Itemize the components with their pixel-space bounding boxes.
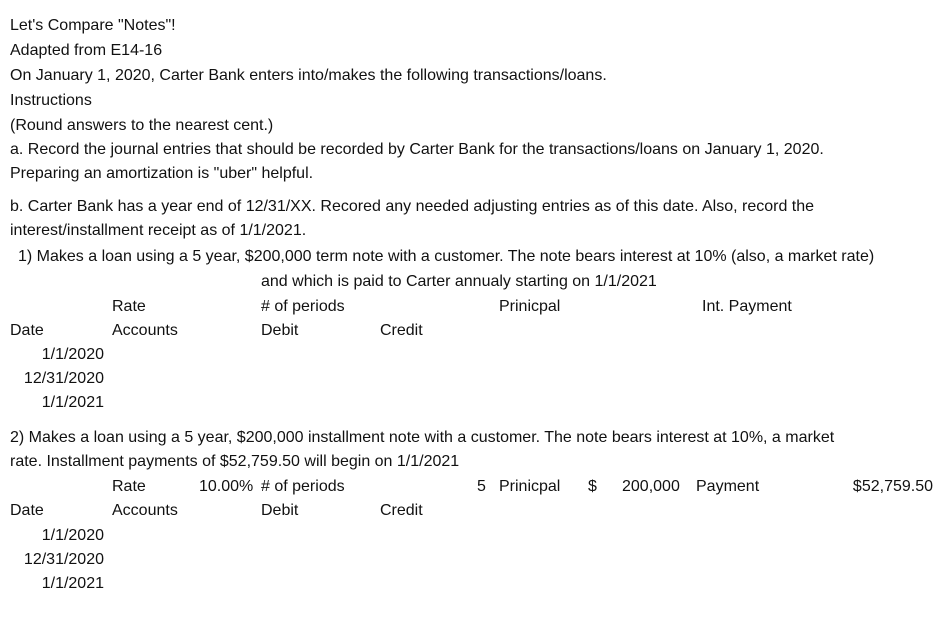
loan2-principal-currency: $ <box>588 478 597 495</box>
loan2-principal-label: Prinicpal <box>499 478 561 495</box>
loan2-description-cont: rate. Installment payments of $52,759.50 will begin on 1/1/2021 <box>10 453 460 470</box>
part-a-line2: Preparing an amortization is "uber" helpful. <box>10 165 314 182</box>
loan2-date-row: 1/1/2020 <box>41 527 104 544</box>
loan1-header-accounts: Accounts <box>112 322 178 339</box>
loan2-header-credit: Credit <box>380 502 423 519</box>
instructions-label: Instructions <box>10 92 92 109</box>
loan1-date-row: 1/1/2021 <box>41 394 104 411</box>
scenario-text: On January 1, 2020, Carter Bank enters into/makes the following transactions/loans. <box>10 67 607 84</box>
adapted-from: Adapted from E14-16 <box>10 42 163 59</box>
loan1-header-date: Date <box>10 322 44 339</box>
loan2-header-accounts: Accounts <box>112 502 178 519</box>
page-title: Let's Compare "Notes"! <box>10 17 176 34</box>
part-a-line1: a. Record the journal entries that should be recorded by Carter Bank for the transactions/loans on January 1, 2020. <box>10 141 824 158</box>
loan2-header-date: Date <box>10 502 44 519</box>
loan1-description-cont: and which is paid to Carter annualy starting on 1/1/2021 <box>261 273 657 290</box>
loan1-date-row: 1/1/2020 <box>41 346 104 363</box>
loan2-date-row: 12/31/2020 <box>23 551 104 568</box>
loan1-header-debit: Debit <box>261 322 299 339</box>
loan1-date-row: 12/31/2020 <box>23 370 104 387</box>
loan1-periods-label: # of periods <box>261 298 345 315</box>
loan2-periods-value: 5 <box>477 478 486 495</box>
loan2-payment-label: Payment <box>696 478 760 495</box>
loan1-rate-label: Rate <box>112 298 146 315</box>
loan2-rate-label: Rate <box>112 478 146 495</box>
rounding-note: (Round answers to the nearest cent.) <box>10 117 274 134</box>
loan1-description: 1) Makes a loan using a 5 year, $200,000 term note with a customer. The note bears interest at 10% (also, a market rate) <box>18 248 875 265</box>
part-b-line2: interest/installment receipt as of 1/1/2021. <box>10 222 307 239</box>
loan2-header-debit: Debit <box>261 502 299 519</box>
loan2-description: 2) Makes a loan using a 5 year, $200,000 installment note with a customer. The note bears interest at 10%, a market <box>10 429 835 446</box>
loan1-principal-label: Prinicpal <box>499 298 561 315</box>
loan2-rate-value: 10.00% <box>199 478 254 495</box>
loan1-payment-label: Int. Payment <box>702 298 792 315</box>
loan2-payment-value: $52,759.50 <box>852 478 933 495</box>
loan2-principal-value: 200,000 <box>622 478 680 495</box>
loan1-header-credit: Credit <box>380 322 423 339</box>
loan2-periods-label: # of periods <box>261 478 345 495</box>
loan2-date-row: 1/1/2021 <box>41 575 104 592</box>
part-b-line1: b. Carter Bank has a year end of 12/31/XX. Recored any needed adjusting entries as of this date. Also, record the <box>10 198 815 215</box>
